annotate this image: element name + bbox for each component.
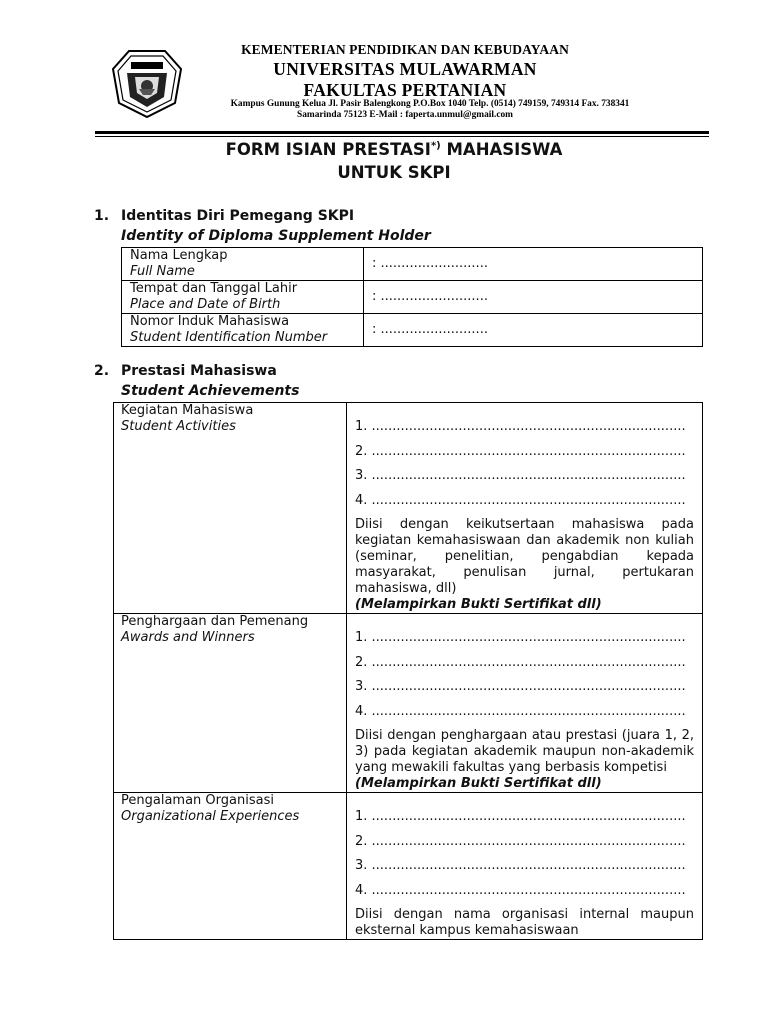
birth-label-en: Place and Date of Birth (130, 297, 281, 312)
full-name-value[interactable]: : .......................... (372, 256, 488, 271)
full-name-label: Nama Lengkap (130, 248, 228, 263)
student-id-label-en: Student Identification Number (130, 330, 328, 345)
identity-label-cell (122, 281, 364, 314)
student-id-field[interactable] (364, 314, 703, 347)
organization-field[interactable] (347, 793, 703, 940)
organization-line-3[interactable]: 3. ............................................................................ (355, 858, 686, 873)
form-title (0, 140, 768, 159)
activities-line-1[interactable]: 1. ............................................................................ (355, 419, 686, 434)
form-title-footnote-mark: *) (430, 140, 441, 152)
organization-line-1[interactable]: 1. ............................................................................ (355, 809, 686, 824)
header-rule-thick (95, 131, 709, 134)
table-row (114, 403, 703, 614)
section-1-number: 1. (94, 208, 110, 224)
form-title-text: FORM ISIAN PRESTASI (225, 140, 431, 159)
birth-value[interactable]: : .......................... (372, 289, 488, 304)
faculty-name: FAKULTAS PERTANIAN (303, 80, 507, 100)
university-crest-icon (109, 47, 185, 119)
awards-attachment-note: (Melampirkan Bukti Sertifikat dll) (355, 776, 602, 791)
ministry-name: KEMENTERIAN PENDIDIKAN DAN KEBUDAYAAN (241, 42, 569, 57)
awards-label: Penghargaan dan Pemenang (121, 614, 309, 629)
table-row (122, 314, 703, 347)
activities-line-2[interactable]: 2. ............................................................................ (355, 443, 686, 459)
table-row (114, 614, 703, 793)
awards-line-2[interactable]: 2. ............................................................................ (355, 654, 686, 670)
activities-label-en: Student Activities (121, 419, 236, 434)
identity-label-cell (122, 314, 364, 347)
student-id-label: Nomor Induk Mahasiswa (130, 314, 290, 329)
table-row (114, 793, 703, 940)
section-2-heading: Prestasi Mahasiswa (121, 363, 277, 379)
organization-line-2[interactable]: 2. ............................................................................ (355, 833, 686, 849)
awards-line-4[interactable]: 4. ............................................................................ (355, 703, 686, 719)
activities-field[interactable] (347, 403, 703, 614)
organization-line-4[interactable]: 4. ............................................................................ (355, 882, 686, 898)
organization-label: Pengalaman Organisasi (121, 793, 274, 808)
identity-label-cell (122, 248, 364, 281)
identity-table (121, 247, 703, 347)
section-2-heading-en: Student Achievements (121, 383, 300, 399)
activities-instructions: Diisi dengan keikutsertaan mahasiswa pada kegiatan kemahasiswaan dan akademik non kuliah (seminar, penelitian, pengabdian kepada masyarakat, penulisan jurnal, pertukaran mahasiswa, dll) (355, 517, 694, 596)
awards-label-en: Awards and Winners (121, 630, 255, 645)
awards-line-3[interactable]: 3. ............................................................................ (355, 679, 686, 694)
full-name-field[interactable] (364, 248, 703, 281)
student-id-value[interactable]: : .......................... (372, 322, 488, 337)
awards-instructions: Diisi dengan penghargaan atau prestasi (juara 1, 2, 3) pada kegiatan akademik maupun non-akademik yang mewakili fakultas yang berbasis kompetisi (355, 728, 694, 775)
achievement-label-cell (114, 614, 347, 793)
organization-instructions: Diisi dengan nama organisasi internal maupun eksternal kampus kemahasiswaan (355, 907, 694, 938)
awards-line-1[interactable]: 1. ............................................................................ (355, 630, 686, 645)
university-name: UNIVERSITAS MULAWARMAN (273, 59, 537, 79)
achievement-label-cell (114, 403, 347, 614)
activities-label: Kegiatan Mahasiswa (121, 403, 254, 418)
activities-line-4[interactable]: 4. ............................................................................ (355, 492, 686, 508)
full-name-label-en: Full Name (130, 264, 195, 279)
birth-label: Tempat dan Tanggal Lahir (130, 281, 298, 296)
section-1-heading: Identitas Diri Pemegang SKPI (121, 208, 355, 224)
activities-attachment-note: (Melampirkan Bukti Sertifikat dll) (355, 597, 602, 612)
address-line-2: Samarinda 75123 E-Mail : faperta.unmul@gmail.com (296, 110, 513, 120)
achievement-label-cell (114, 793, 347, 940)
address-line-1: Kampus Gunung Kelua Jl. Pasir Balengkong P.O.Box 1040 Telp. (0514) 749159, 749314 Fax. 738341 (230, 99, 630, 109)
organization-label-en: Organizational Experiences (121, 809, 300, 824)
section-1-heading-en: Identity of Diploma Supplement Holder (121, 228, 431, 244)
activities-line-3[interactable]: 3. ............................................................................ (355, 468, 686, 483)
section-2-number: 2. (94, 363, 110, 379)
form-subtitle: UNTUK SKPI (337, 163, 451, 182)
birth-field[interactable] (364, 281, 703, 314)
table-row (122, 281, 703, 314)
header-rule-thin (95, 136, 709, 137)
table-row (122, 248, 703, 281)
form-title-text-2: MAHASISWA (440, 140, 563, 159)
achievements-table (113, 402, 703, 940)
awards-field[interactable] (347, 614, 703, 793)
